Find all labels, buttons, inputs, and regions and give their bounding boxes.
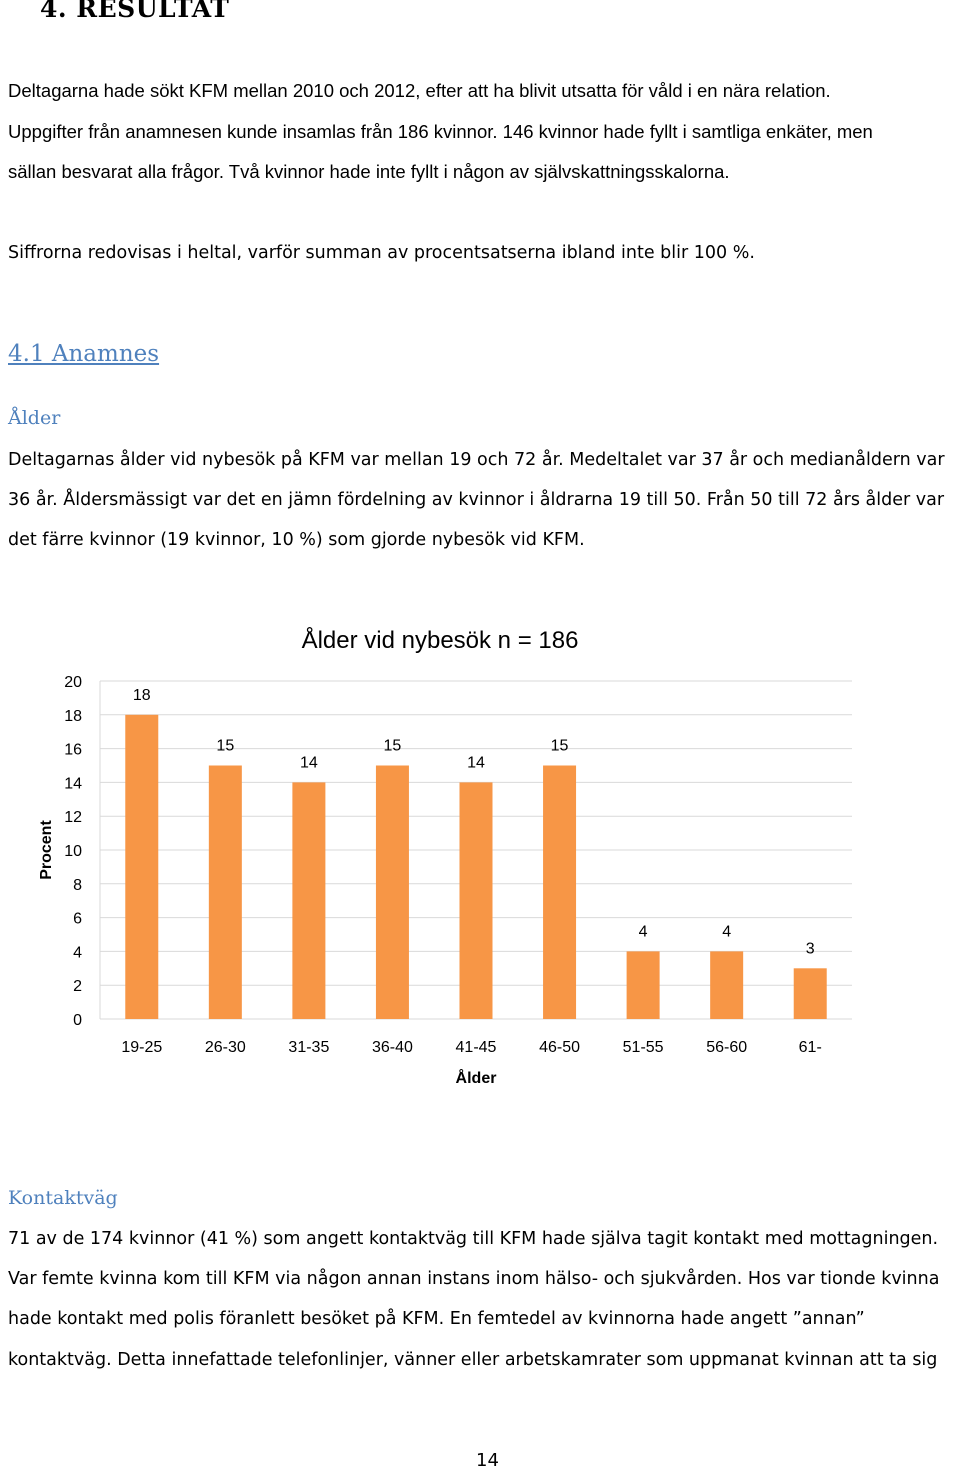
data-label-46-50: 15 [550,737,569,755]
y-tick-label-2: 2 [73,978,82,996]
y-tick-label-16: 16 [64,741,82,759]
x-tick-label-56-60: 56-60 [706,1039,748,1056]
bar-36-40 [376,766,409,1020]
data-label-36-40: 15 [383,737,402,755]
x-tick-label-61-: 61- [798,1039,822,1056]
x-tick-label-19-25: 19-25 [121,1039,163,1056]
kontaktvag-line-2: Var femte kvinna kom till KFM via någon annan instans inom hälso- och sjukvården. Hos var tionde kvinna [8,1269,940,1289]
x-tick-label-41-45: 41-45 [455,1039,497,1056]
y-tick-label-12: 12 [64,809,82,827]
data-label-61-: 3 [805,940,815,958]
y-tick-label-18: 18 [64,707,82,725]
bar-26-30 [209,766,242,1020]
x-axis-title: Ålder [455,1070,497,1087]
x-tick-label-36-40: 36-40 [371,1039,413,1056]
bar-51-55 [627,951,660,1019]
x-tick-label-31-35: 31-35 [288,1039,330,1056]
y-tick-label-8: 8 [73,876,82,894]
intro-line-1: Deltagarna hade sökt KFM mellan 2010 och 2012, efter att ha blivit utsatta för våld i en nära relation. [8,80,831,101]
y-tick-label-4: 4 [73,944,82,962]
y-tick-label-14: 14 [64,775,82,793]
intro-line-3: sällan besvarat alla frågor. Två kvinnor hade inte fyllt i någon av självskattningsskalorna. [8,161,730,182]
y-tick-label-0: 0 [73,1012,82,1029]
kontaktvag-heading: Kontaktväg [8,1187,118,1209]
data-label-26-30: 15 [216,737,235,755]
data-label-41-45: 14 [467,754,485,772]
chart-title: Ålder vid nybesök n = 186 [301,627,579,654]
bar-56-60 [710,951,743,1019]
y-tick-label-6: 6 [73,910,82,928]
alder-line-2: 36 år. Åldersmässigt var det en jämn fördelning av kvinnor i åldrarna 19 till 50. Från 50 till 72 års ålder var [8,490,945,510]
x-tick-label-26-30: 26-30 [204,1039,246,1056]
age-bar-chart [0,610,960,1110]
intro-line-2: Uppgifter från anamnesen kunde insamlas från 186 kvinnor. 146 kvinnor hade fyllt i samtliga enkäter, men [8,121,873,142]
y-axis-title: Procent [38,820,55,880]
alder-line-1: Deltagarnas ålder vid nybesök på KFM var mellan 19 och 72 år. Medeltalet var 37 år och medianåldern var [8,450,945,470]
data-label-31-35: 14 [299,754,318,772]
kontaktvag-line-1: 71 av de 174 kvinnor (41 %) som angett kontaktväg till KFM hade själva tagit kontakt med mottagningen. [8,1229,939,1249]
x-tick-label-46-50: 46-50 [539,1039,581,1056]
y-tick-label-20: 20 [64,674,82,691]
alder-line-3: det färre kvinnor (19 kvinnor, 10 %) som gjorde nybesök vid KFM. [8,530,585,550]
section-heading-resultat: 4. RESULTAT [40,0,230,23]
alder-heading: Ålder [8,407,61,429]
rounding-note: Siffrorna redovisas i heltal, varför summan av procentsatserna ibland inte blir 100 %. [8,243,755,263]
x-tick-label-51-55: 51-55 [622,1039,664,1056]
data-label-19-25: 18 [132,686,151,704]
y-tick-label-10: 10 [64,843,82,860]
kontaktvag-line-4: kontaktväg. Detta innefattade telefonlinjer, vänner eller arbetskamrater som uppmanat kvinnan att ta sig [8,1350,938,1370]
bar-41-45 [460,782,493,1019]
bar-19-25 [125,715,158,1019]
data-label-56-60: 4 [722,923,732,941]
subsection-heading-anamnes: 4.1 Anamnes [8,341,160,367]
page-number: 14 [476,1450,499,1471]
bar-46-50 [543,766,576,1020]
kontaktvag-line-3: hade kontakt med polis föranlett besöket på KFM. En femtedel av kvinnorna hade angett ”annan” [8,1309,865,1329]
bar-61- [794,968,827,1019]
bar-31-35 [292,782,325,1019]
data-label-51-55: 4 [638,923,648,941]
